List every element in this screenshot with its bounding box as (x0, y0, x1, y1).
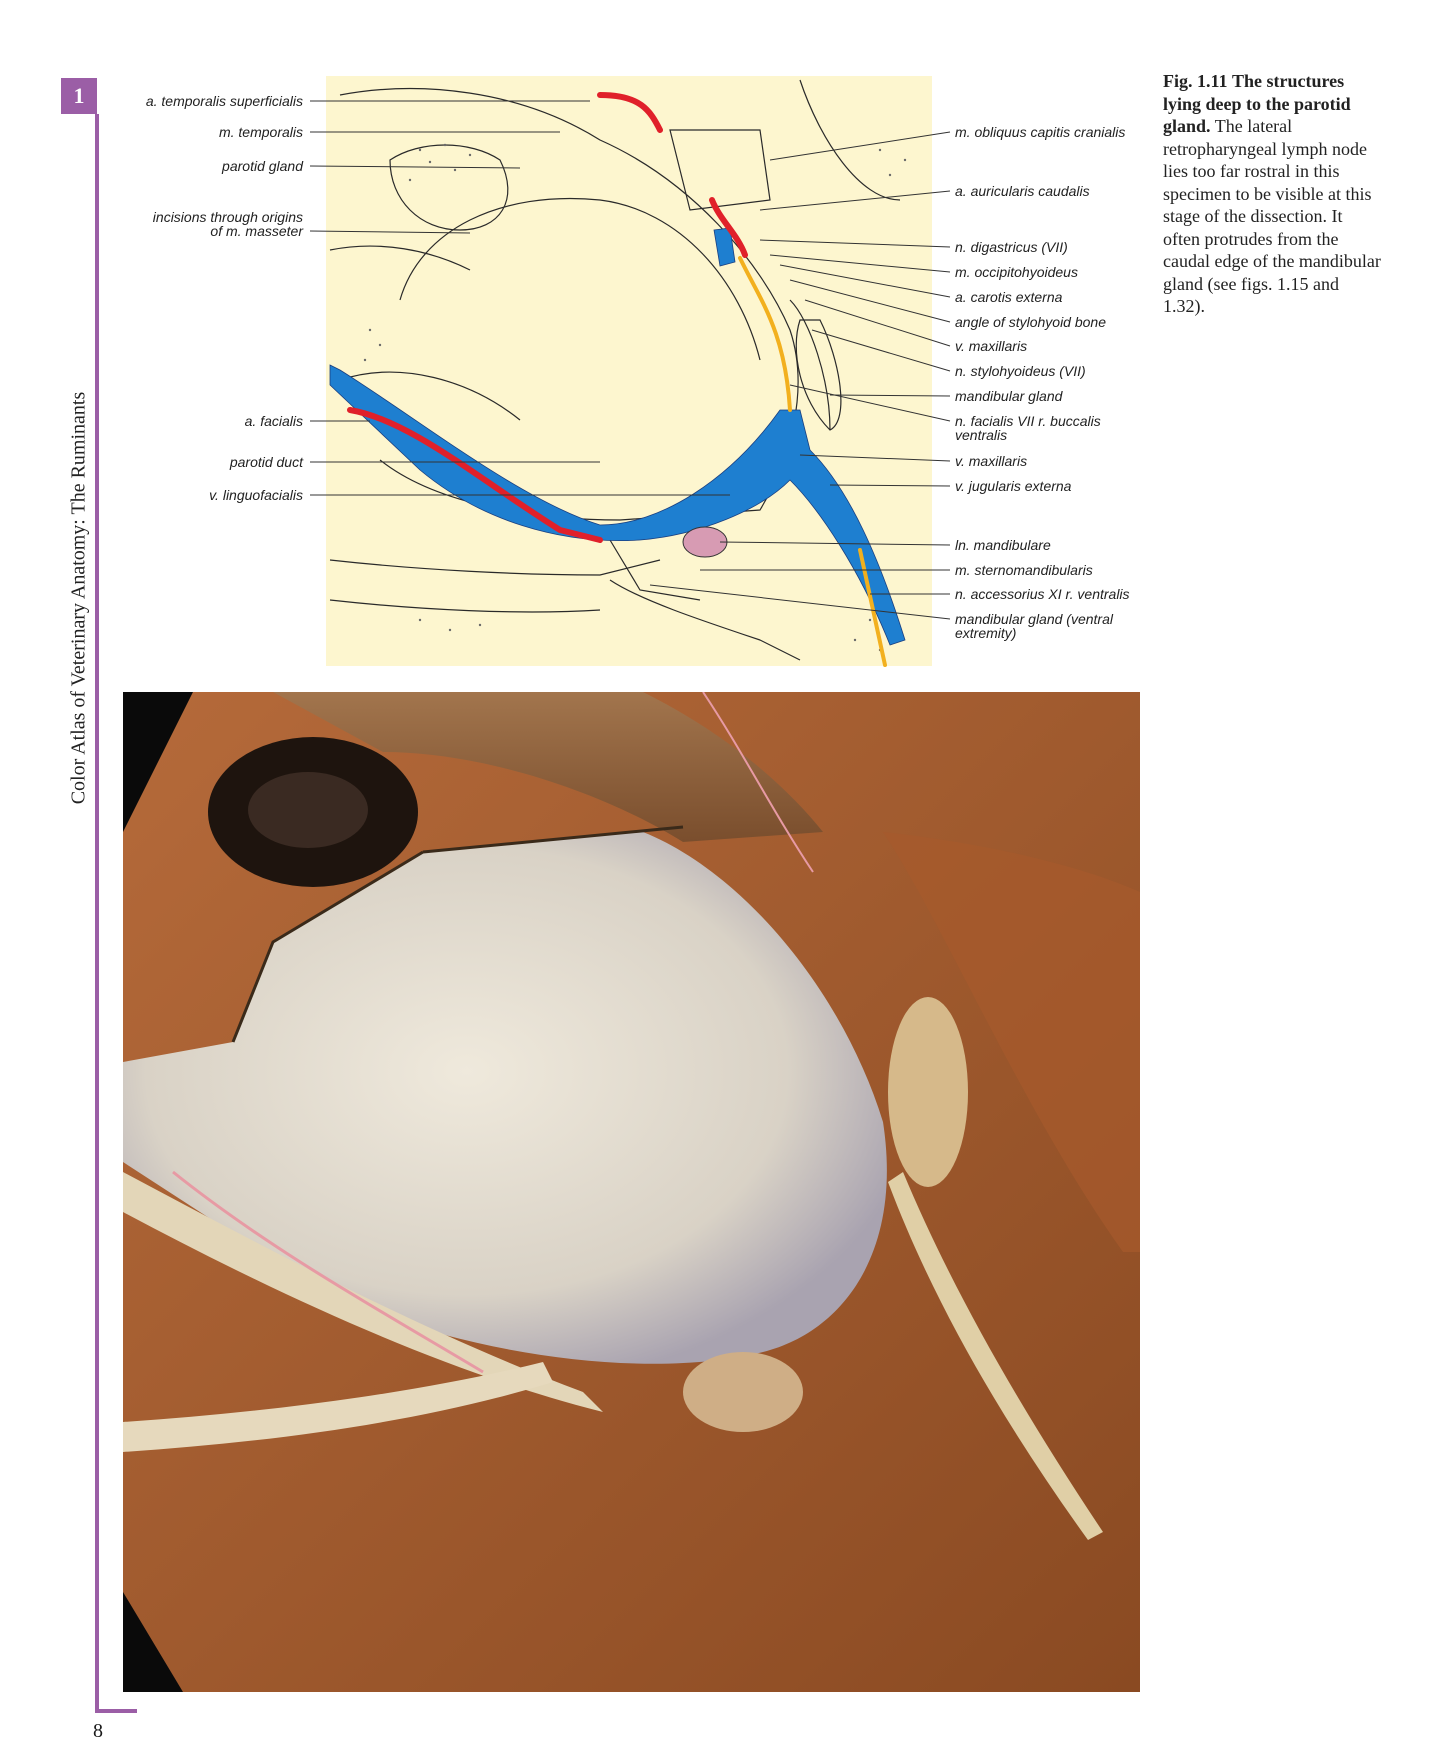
diagram-label-left: a. facialis (244, 413, 303, 429)
figure-body: The lateral retropharyngeal lymph node lies too far rostral in this specimen to be visible at this stage of the dissection. It often protrudes from the caudal edge of the mandibular gland (see figs. 1.15 and 1.32). (1163, 116, 1381, 316)
diagram-label-right: m. sternomandibularis (955, 562, 1093, 578)
diagram-label-right: mandibular gland (955, 388, 1063, 404)
diagram-label-right: m. obliquus capitis cranialis (955, 124, 1126, 140)
diagram-label-right: a. auricularis caudalis (955, 183, 1090, 199)
diagram-label-right: v. jugularis externa (955, 478, 1072, 494)
diagram-label-right: extremity) (955, 625, 1017, 641)
diagram-label-left: incisions through origins (152, 209, 303, 225)
diagram-label-right: angle of stylohyoid bone (955, 314, 1106, 330)
diagram-label-left: of m. masseter (210, 223, 303, 239)
diagram-label-left: a. temporalis superficialis (145, 93, 303, 109)
running-head: Color Atlas of Veterinary Anatomy: The Ruminants (67, 391, 90, 805)
diagram-label-right: v. maxillaris (955, 338, 1028, 354)
margin-rule-horizontal (95, 1709, 137, 1713)
diagram-background (326, 76, 932, 666)
diagram-label-left: parotid gland (222, 158, 303, 174)
labels-left (146, 93, 304, 503)
diagram-label-right: mandibular gland (ventral (955, 611, 1113, 627)
figure-number: Fig. 1.11 (1163, 71, 1228, 91)
diagram-label-right: n. stylohyoideus (VII) (955, 363, 1086, 379)
diagram-label-right: ln. mandibulare (955, 537, 1051, 553)
labels-right (955, 124, 1130, 641)
diagram-label-left: parotid duct (229, 454, 303, 470)
page-number: 8 (93, 1720, 103, 1742)
diagram-label-right: v. maxillaris (955, 453, 1028, 469)
diagram-label-right: n. accessorius XI r. ventralis (955, 586, 1130, 602)
figure-caption (1163, 70, 1381, 318)
diagram-label-right: ventralis (955, 427, 1008, 443)
diagram-label-right: n. digastricus (VII) (955, 239, 1068, 255)
diagram-label-right: a. carotis externa (955, 289, 1063, 305)
diagram-label-left: v. linguofacialis (209, 487, 303, 503)
figure-title: The structures lying deep to the parotid gland. (1163, 71, 1351, 136)
diagram-label-right: n. facialis VII r. buccalis (955, 413, 1101, 429)
diagram-label-right: m. occipitohyoideus (955, 264, 1078, 280)
diagram-label-left: m. temporalis (218, 124, 303, 140)
chapter-number: 1 (73, 83, 85, 108)
dissection-photograph (123, 692, 1140, 1692)
